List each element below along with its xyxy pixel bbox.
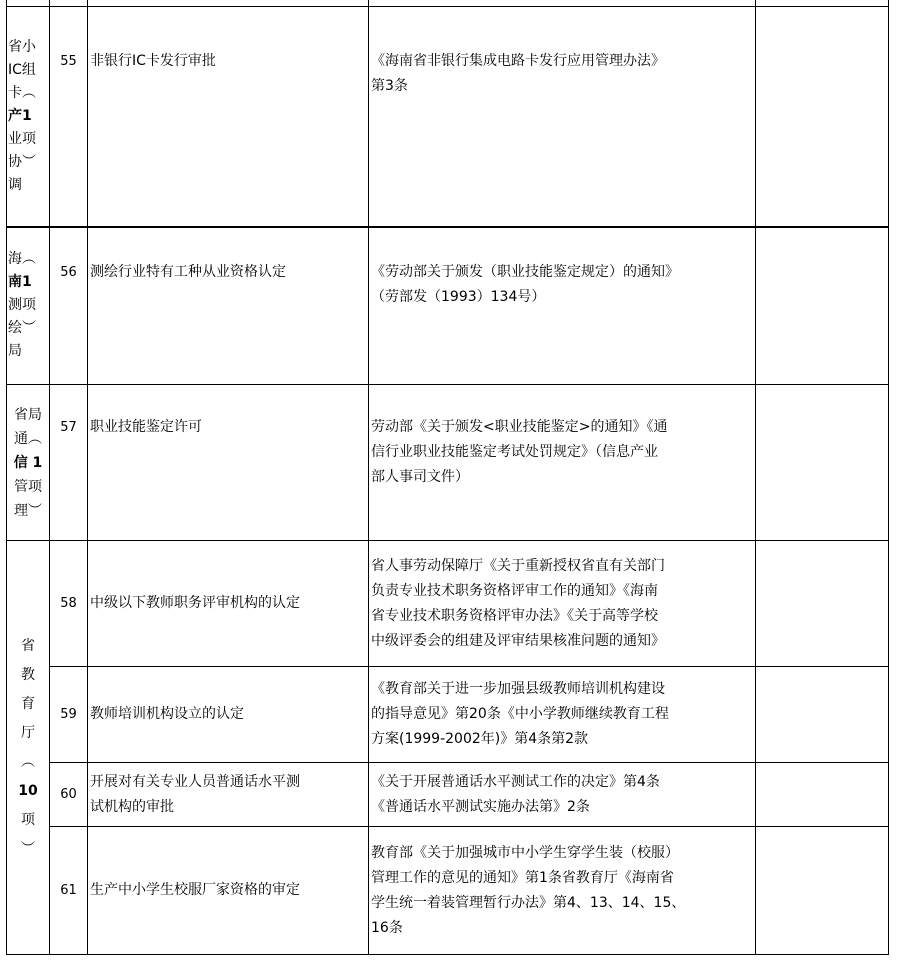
legal-basis-line: 《关于开展普通话水平测试工作的决定》第4条 (371, 773, 660, 790)
department-cell (7, 541, 50, 955)
legal-basis (369, 667, 756, 763)
item-number: 61 (50, 827, 88, 955)
department-cell (7, 385, 50, 541)
item-name: 职业技能鉴定许可 (88, 385, 369, 541)
remarks-cell (756, 763, 889, 827)
item-name (88, 763, 369, 827)
department-line: 调 (8, 176, 22, 193)
table-row (7, 827, 889, 955)
legal-basis-line: 的指导意见》第20条《中小学教师继续教育工程 (371, 706, 669, 722)
legal-basis-line: 部人事司文件） (371, 469, 469, 485)
remarks-cell (756, 227, 889, 385)
legal-basis-line: 负责专业技术职务资格评审工作的通知》《海南 (371, 582, 658, 599)
legal-basis-line: 劳动部《关于颁发<职业技能鉴定>的通知》《通 (371, 419, 668, 435)
item-number: 58 (50, 541, 88, 667)
legal-basis-line: 方案(1999-2002年)》第4条第2款 (371, 731, 589, 747)
department-line: 理︶ (14, 502, 42, 519)
legal-basis (369, 827, 756, 955)
remarks-cell (756, 541, 889, 667)
legal-basis-line: 第3条 (371, 78, 408, 94)
table-row (7, 667, 889, 763)
department-line: 局 (8, 343, 22, 360)
legal-basis-line: 管理工作的意见的通知》第1条省教育厅《海南省 (371, 869, 674, 886)
legal-basis (369, 385, 756, 541)
department-line: 南1 (8, 274, 32, 291)
item-name: 中级以下教师职务评审机构的认定 (88, 541, 369, 667)
department-line: 测项 (8, 297, 36, 314)
item-number: 57 (50, 385, 88, 541)
department-line: 省 (21, 637, 35, 654)
department-line: 省局 (14, 406, 42, 423)
department-line: 海︵ (8, 251, 36, 268)
item-number: 56 (50, 227, 88, 385)
department-line: 通︵ (14, 430, 42, 447)
legal-basis (369, 227, 756, 385)
approval-items-table (6, 0, 889, 955)
remarks-cell (756, 385, 889, 541)
table-row (7, 227, 889, 385)
item-number: 55 (50, 7, 88, 227)
department-line: 项 (21, 811, 35, 828)
department-cell (7, 7, 50, 227)
item-name: 教师培训机构设立的认定 (88, 667, 369, 763)
department-line: 10 (18, 782, 38, 799)
legal-basis-line: 《海南省非银行集成电路卡发行应用管理办法》 (371, 53, 665, 69)
department-line: ︵ (21, 753, 35, 770)
legal-basis (369, 7, 756, 227)
remarks-cell (756, 827, 889, 955)
table-row (7, 541, 889, 667)
item-name: 测绘行业特有工种从业资格认定 (88, 227, 369, 385)
legal-basis-line: 中级评委会的组建及评审结果核准问题的通知》 (371, 632, 665, 649)
legal-basis-line: 16条 (371, 919, 403, 936)
legal-basis-line: 省专业技术职务资格评审办法》《关于高等学校 (371, 607, 658, 624)
item-number: 60 (50, 763, 88, 827)
table-row (7, 763, 889, 827)
item-name-line: 开展对有关专业人员普通话水平测 (90, 773, 300, 790)
department-line: 教 (21, 666, 35, 683)
legal-basis (369, 763, 756, 827)
department-line: 绘︶ (8, 320, 36, 337)
department-line: 卡︵ (8, 84, 36, 101)
remarks-cell (756, 667, 889, 763)
department-line: IC组 (8, 61, 36, 78)
department-line: 育 (21, 695, 35, 712)
legal-basis-line: 《教育部关于进一步加强县级教师培训机构建设 (371, 681, 665, 697)
department-line: ︶ (21, 840, 35, 857)
table-row (7, 385, 889, 541)
department-line: 省小 (8, 38, 36, 55)
legal-basis-line: 学生统一着装管理暂行办法》第4、13、14、15、 (371, 894, 686, 911)
legal-basis-line: 教育部《关于加强城市中小学生穿学生装（校服） (371, 844, 679, 861)
legal-basis-line: 《普通话水平测试实施办法第》2条 (371, 798, 590, 815)
item-number: 59 (50, 667, 88, 763)
department-line: 信 1 (13, 454, 43, 471)
item-name: 非银行IC卡发行审批 (88, 7, 369, 227)
legal-basis-line: 信行业职业技能鉴定考试处罚规定》（信息产业 (371, 444, 658, 460)
department-line: 厅 (21, 724, 35, 741)
department-line: 协︶ (8, 153, 36, 170)
remarks-cell (756, 7, 889, 227)
table-row (7, 7, 889, 227)
item-name: 生产中小学生校服厂家资格的审定 (88, 827, 369, 955)
legal-basis-line: 省人事劳动保障厅《关于重新授权省直有关部门 (371, 557, 665, 574)
department-line: 管项 (14, 478, 42, 495)
department-line: 产1 (8, 107, 32, 124)
legal-basis-line: 《劳动部关于颁发（职业技能鉴定规定）的通知》 (371, 263, 679, 280)
department-line: 业项 (8, 130, 36, 147)
item-name-line: 试机构的审批 (90, 798, 174, 815)
legal-basis (369, 541, 756, 667)
department-cell (7, 227, 50, 385)
legal-basis-line: （劳部发（1993）134号） (371, 288, 546, 305)
